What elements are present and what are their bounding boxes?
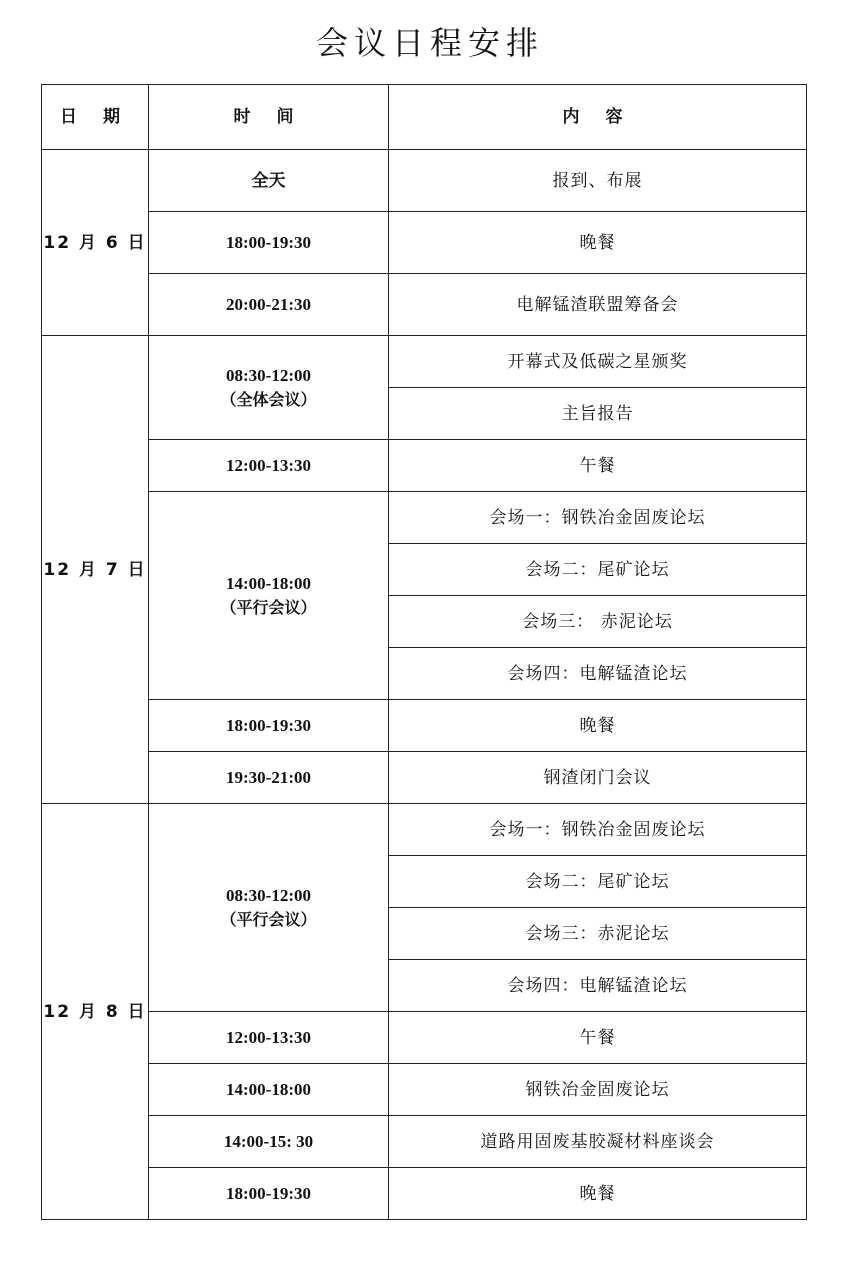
content-cell: 会场四：电解锰渣论坛 bbox=[389, 960, 807, 1012]
content-cell: 钢铁冶金固废论坛 bbox=[389, 1064, 807, 1116]
time-cell bbox=[149, 1168, 389, 1220]
time-cell bbox=[149, 1012, 389, 1064]
time-cell bbox=[149, 150, 389, 212]
time-cell bbox=[149, 1116, 389, 1168]
page-title: 会议日程安排 bbox=[315, 24, 544, 62]
date-cell: 12 月 6 日 bbox=[42, 150, 149, 336]
time-cell bbox=[149, 212, 389, 274]
date-cell: 12 月 8 日 bbox=[42, 804, 149, 1220]
content-cell: 午餐 bbox=[389, 440, 807, 492]
content-cell: 会场一：钢铁冶金固废论坛 bbox=[389, 804, 807, 856]
session-type: （全体会议） bbox=[220, 389, 317, 409]
table-row bbox=[42, 150, 807, 212]
time-range: 19:30-21:00 bbox=[226, 767, 311, 787]
time-cell bbox=[149, 1064, 389, 1116]
time-range: 20:00-21:30 bbox=[226, 294, 311, 314]
header-date: 日 期 bbox=[42, 85, 149, 150]
time-range: 18:00-19:30 bbox=[226, 232, 311, 252]
table-row bbox=[42, 1064, 807, 1116]
time-range: 14:00-18:00 bbox=[226, 573, 311, 593]
content-cell: 会场二：尾矿论坛 bbox=[389, 544, 807, 596]
time-range: 12:00-13:30 bbox=[226, 455, 311, 475]
table-row bbox=[42, 492, 807, 544]
table-row bbox=[42, 1012, 807, 1064]
header-content: 内 容 bbox=[389, 85, 807, 150]
table-row bbox=[42, 440, 807, 492]
time-range: 08:30-12:00 bbox=[226, 885, 311, 905]
content-cell: 主旨报告 bbox=[389, 388, 807, 440]
table-row bbox=[42, 700, 807, 752]
content-cell: 会场三：赤泥论坛 bbox=[389, 908, 807, 960]
content-cell: 晚餐 bbox=[389, 212, 807, 274]
table-row bbox=[42, 1168, 807, 1220]
time-cell bbox=[149, 492, 389, 700]
schedule-table bbox=[41, 84, 807, 1220]
table-row bbox=[42, 1116, 807, 1168]
content-cell: 晚餐 bbox=[389, 700, 807, 752]
table-row bbox=[42, 212, 807, 274]
content-cell: 开幕式及低碳之星颁奖 bbox=[389, 336, 807, 388]
date-cell: 12 月 7 日 bbox=[42, 336, 149, 804]
time-range: 14:00-18:00 bbox=[226, 1079, 311, 1099]
time-cell bbox=[149, 440, 389, 492]
table-row bbox=[42, 336, 807, 388]
time-cell bbox=[149, 700, 389, 752]
time-range: 14:00-15: 30 bbox=[223, 1131, 314, 1151]
content-cell: 会场二：尾矿论坛 bbox=[389, 856, 807, 908]
content-cell: 午餐 bbox=[389, 1012, 807, 1064]
time-range: 08:30-12:00 bbox=[226, 365, 311, 385]
session-type: （平行会议） bbox=[220, 909, 317, 929]
table-row bbox=[42, 752, 807, 804]
table-row bbox=[42, 804, 807, 856]
time-cell bbox=[149, 274, 389, 336]
time-range: 18:00-19:30 bbox=[226, 1183, 311, 1203]
time-cell bbox=[149, 752, 389, 804]
content-cell: 报到、布展 bbox=[389, 150, 807, 212]
content-cell: 会场四：电解锰渣论坛 bbox=[389, 648, 807, 700]
table-row bbox=[42, 274, 807, 336]
content-cell: 晚餐 bbox=[389, 1168, 807, 1220]
header-row bbox=[42, 85, 807, 150]
time-range: 全天 bbox=[251, 170, 286, 190]
content-cell: 钢渣闭门会议 bbox=[389, 752, 807, 804]
content-cell: 道路用固废基胶凝材料座谈会 bbox=[389, 1116, 807, 1168]
content-cell: 会场一：钢铁冶金固废论坛 bbox=[389, 492, 807, 544]
header-time: 时 间 bbox=[149, 85, 389, 150]
time-cell bbox=[149, 804, 389, 1012]
session-type: （平行会议） bbox=[220, 597, 317, 617]
content-cell: 电解锰渣联盟筹备会 bbox=[389, 274, 807, 336]
time-range: 12:00-13:30 bbox=[226, 1027, 311, 1047]
time-range: 18:00-19:30 bbox=[226, 715, 311, 735]
content-cell: 会场三： 赤泥论坛 bbox=[389, 596, 807, 648]
time-cell bbox=[149, 336, 389, 440]
